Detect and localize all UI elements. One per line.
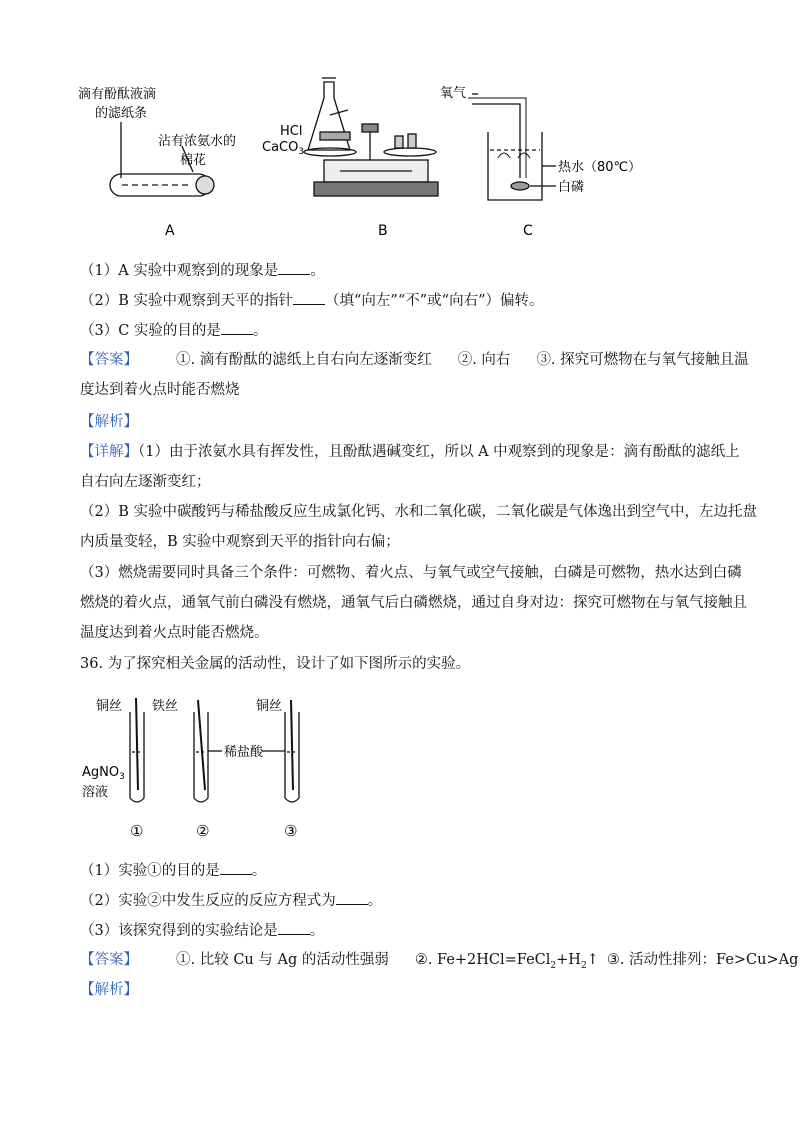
answer-blank bbox=[221, 320, 253, 335]
q36-analysis-tag: 【解析】 bbox=[80, 982, 138, 998]
label-copper-wire-1: 铜丝 bbox=[96, 699, 123, 714]
q35-detail-3c: 温度达到着火点时能否燃烧。 bbox=[80, 625, 269, 641]
q36-part-3: （3）该探究得到的实验结论是 。 bbox=[80, 920, 324, 941]
q35-detail-2a: （2）B 实验中碳酸钙与稀盐酸反应生成氯化钙、水和二氧化碳，二氧化碳是气体逸出到空气中，左边托盘 bbox=[80, 504, 757, 520]
q35-answer: 【答案】 ①. 滴有酚酞的滤纸上自右向左逐渐变红 ②. 向右 ③. 探究可燃物在与氧气接触且温 bbox=[80, 352, 749, 368]
q36-stem: 36. 为了探究相关金属的活动性，设计了如下图所示的实验。 bbox=[80, 656, 471, 672]
q36-part-2: （2）实验②中发生反应的反应方程式为 。 bbox=[80, 890, 382, 911]
label-dilute-hcl: 稀盐酸 bbox=[224, 745, 264, 760]
q35-answer-cont: 度达到着火点时能否燃烧 bbox=[80, 382, 240, 398]
q35-analysis-tag: 【解析】 bbox=[80, 414, 138, 430]
experiment-b-balance bbox=[304, 78, 438, 196]
caption-tube-1: ① bbox=[130, 822, 144, 840]
q36-answer: 【答案】 ①. 比较 Cu 与 Ag 的活动性强弱 ②. $Fe+2HCl=FeCl_2+H_2↑$ ③. 活动性排列：Fe>Cu>Ag bbox=[80, 952, 799, 971]
label-white-phosphorus: 白磷 bbox=[558, 180, 585, 195]
answer-blank bbox=[293, 290, 325, 305]
label-iron-wire: 铁丝 bbox=[152, 699, 179, 714]
q35-part-2: （2）B 实验中观察到天平的指针 （填“向左”“不”或“向右”）偏转。 bbox=[80, 290, 543, 311]
q36-part-1: （1）实验①的目的是 。 bbox=[80, 860, 266, 881]
caption-b: B bbox=[378, 223, 388, 239]
label-hcl: HCl bbox=[280, 124, 303, 139]
label-hot-water: 热水（80℃） bbox=[558, 160, 642, 175]
experiment-figure-abc bbox=[0, 0, 800, 245]
answer-blank bbox=[336, 890, 368, 905]
answer-tag: 【答案】 bbox=[80, 352, 138, 368]
experiment-figure-tubes bbox=[0, 690, 800, 850]
q35-detail-3b: 燃烧的着火点，通氧气前白磷没有燃烧，通氧气后白磷燃烧，通过自身对边：探究可燃物在与氧气接触且 bbox=[80, 595, 747, 611]
label-agno3: AgNO$_3$ bbox=[82, 765, 125, 782]
caption-c: C bbox=[523, 223, 533, 239]
label-ammonia-cotton-1: 沾有浓氨水的 bbox=[158, 134, 237, 149]
caption-tube-2: ② bbox=[196, 822, 210, 840]
caption-a: A bbox=[165, 223, 175, 239]
caption-tube-3: ③ bbox=[284, 822, 298, 840]
label-caco3: CaCO$_3$ bbox=[262, 140, 305, 157]
label-ammonia-cotton-2: 棉花 bbox=[180, 153, 207, 168]
label-solution: 溶液 bbox=[82, 785, 109, 800]
q35-detail-2b: 内质量变轻，B 实验中观察到天平的指针向右偏； bbox=[80, 534, 400, 550]
answer-blank bbox=[220, 860, 252, 875]
answer-blank bbox=[278, 260, 310, 275]
q35-detail-1a: 【详解】（1）由于浓氨水具有挥发性，且酚酞遇碱变红，所以 A 中观察到的现象是：滴有酚酞的滤纸上 bbox=[80, 444, 740, 460]
answer-blank bbox=[278, 920, 310, 935]
experiment-c-beaker bbox=[468, 94, 556, 200]
label-oxygen: 氧气 bbox=[440, 86, 467, 101]
q35-part-3: （3）C 实验的目的是 。 bbox=[80, 320, 267, 341]
label-filter-strip-2: 的滤纸条 bbox=[95, 106, 148, 121]
label-filter-strip-1: 滴有酚酞液滴 bbox=[78, 87, 157, 102]
q35-detail-3a: （3）燃烧需要同时具备三个条件：可燃物、着火点、与氧气或空气接触，白磷是可燃物，热水达到白磷 bbox=[80, 565, 742, 581]
label-copper-wire-2: 铜丝 bbox=[256, 699, 283, 714]
q35-detail-1b: 自右向左逐渐变红； bbox=[80, 474, 211, 490]
q35-part-1: （1）A 实验中观察到的现象是 。 bbox=[80, 260, 325, 281]
